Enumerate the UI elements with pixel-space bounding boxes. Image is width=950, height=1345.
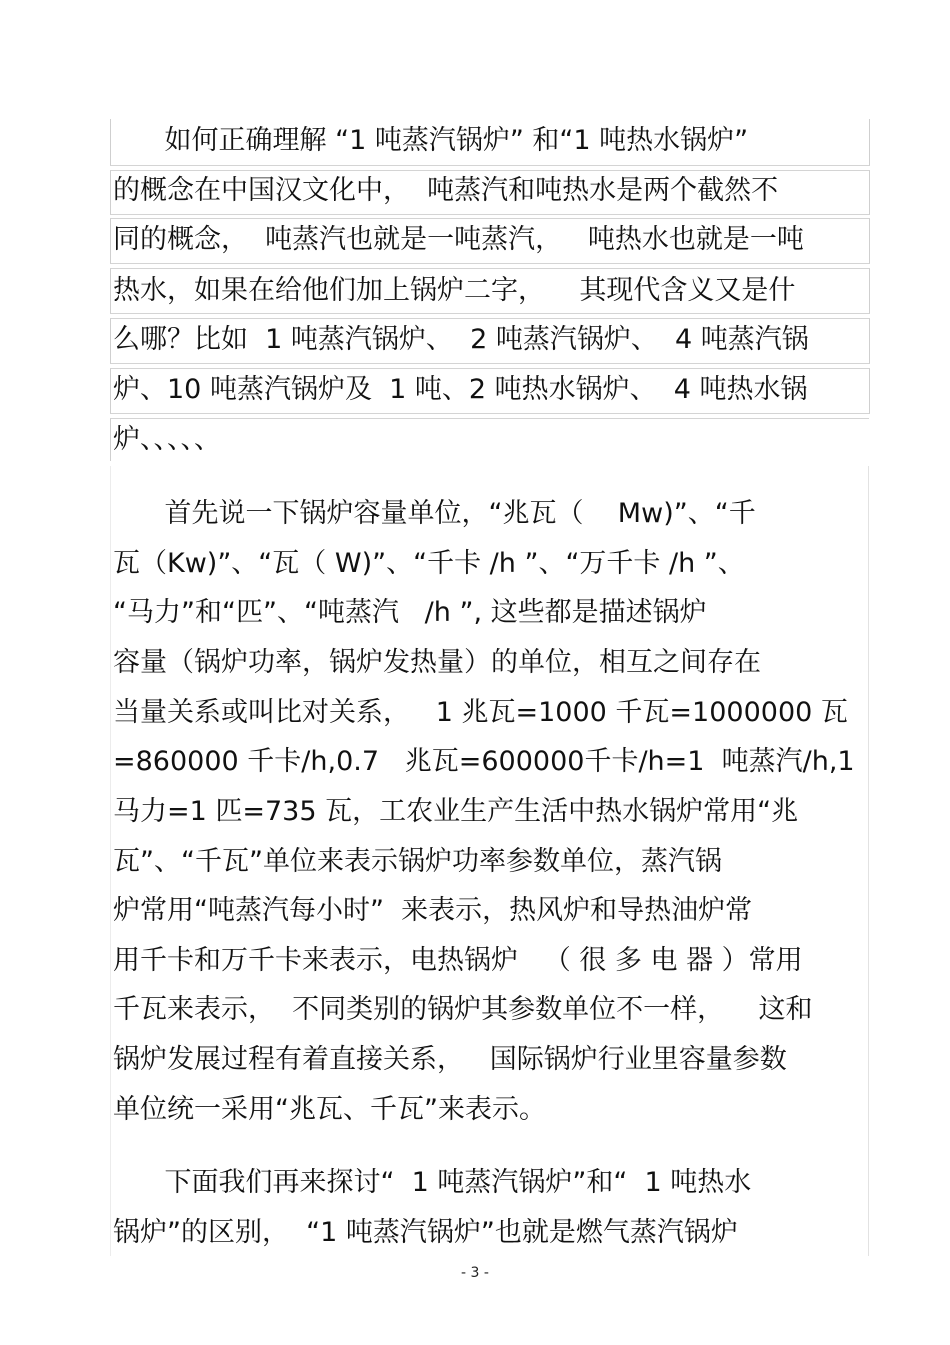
text-line: 同的概念， 吨蒸汽也就是一吨蒸汽， 吨热水也就是一吨 [113,224,804,255]
text-line: 炉常用“吨蒸汽每小时” 来表示，热风炉和导热油炉常 [113,895,753,926]
text-line: 容量（锅炉功率，锅炉发热量）的单位，相互之间存在 [113,647,761,678]
text-line: 热水，如果在给他们加上锅炉二字， 其现代含义又是什 [113,275,796,306]
text-line: 马力=1 匹=735 瓦，工农业生产生活中热水锅炉常用“兆 [113,796,799,827]
text-line: “马力”和“匹”、“吨蒸汽 /h ”, 这些都是描述锅炉 [113,597,707,628]
text-line: 锅炉”的区别， “1 吨蒸汽锅炉”也就是燃气蒸汽锅炉 [113,1217,738,1248]
text-line: 用千卡和万千卡来表示，电热锅炉 （ 很 多 电 器 ）常用 [113,945,803,976]
page-number: - 3 - [461,1265,489,1281]
text-line: =860000 千卡/h,0.7 兆瓦=600000千卡/h=1 吨蒸汽/h,1 [113,746,855,777]
text-frame-edge [110,466,111,1256]
text-line: 炉、、、、、 [113,424,221,455]
text-line: 瓦”、“千瓦”单位来表示锅炉功率参数单位，蒸汽锅 [113,846,722,877]
text-line: 下面我们再来探讨“ 1 吨蒸汽锅炉”和“ 1 吨热水 [113,1167,752,1198]
text-line: 千瓦来表示， 不同类别的锅炉其参数单位不一样， 这和 [113,994,813,1025]
text-line: 锅炉发展过程有着直接关系， 国际锅炉行业里容量参数 [113,1044,787,1075]
text-line: 当量关系或叫比对关系， 1 兆瓦=1000 千瓦=1000000 瓦 [113,697,848,728]
text-line: 首先说一下锅炉容量单位，“兆瓦（ Mw)”、“千 [113,498,756,529]
text-line: 如何正确理解 “1 吨蒸汽锅炉” 和“1 吨热水锅炉” [113,125,749,156]
text-line: 炉、10 吨蒸汽锅炉及 1 吨、2 吨热水锅炉、 4 吨热水锅 [113,374,808,405]
text-line: 么哪？比如 1 吨蒸汽锅炉、 2 吨蒸汽锅炉、 4 吨蒸汽锅 [113,324,809,355]
text-line: 瓦（Kw)”、“瓦（ W)”、“千卡 /h ”、“万千卡 /h ”、 [113,548,745,579]
text-line: 的概念在中国汉文化中， 吨蒸汽和吨热水是两个截然不 [113,175,779,206]
text-line: 单位统一采用“兆瓦、千瓦”来表示。 [113,1094,546,1125]
